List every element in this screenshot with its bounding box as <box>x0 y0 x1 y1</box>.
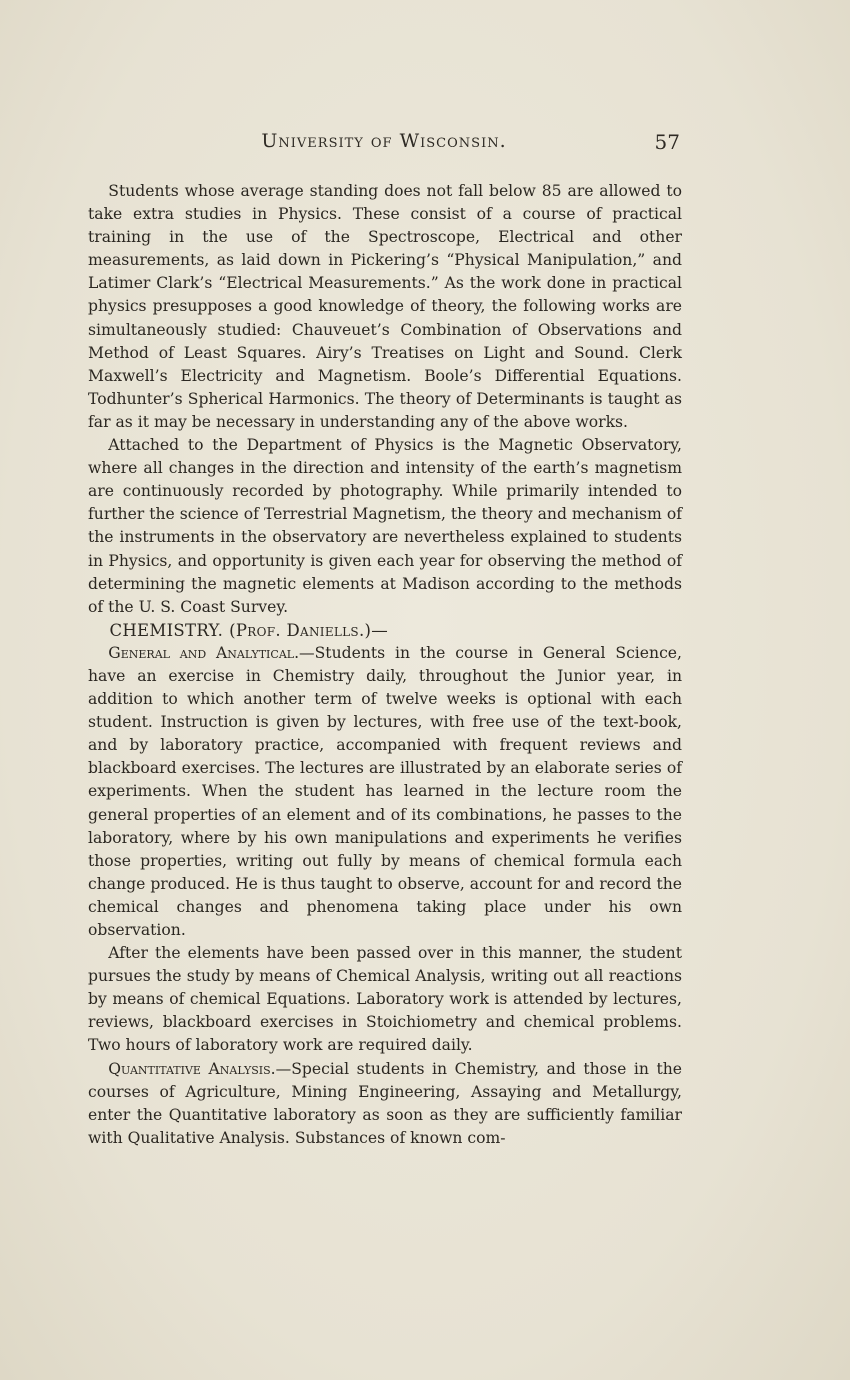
general-analytical-title: General and Analytical. <box>108 643 300 662</box>
paragraph-magnetic-observatory: Attached to the Department of Physics is the Magnetic Observatory, where all changes in the direction and intensity of the earth’s magnetism are continuously recorded by photography. While primarily intended to further the science of Terrestrial Magnetism, the theory and mechanism of the instruments in the observatory are nevertheless explained to students in Physics, and opportunity is given each year for observing the method of determining the magnetic elements at Madison according to the methods of the U. S. Coast Survey. <box>88 436 682 616</box>
paragraph-chemical-analysis: After the elements have been passed over in this manner, the student pursues the study by means of Chemical Analysis, writing out all reactions by means of chemical Equations. Laboratory work is attended by lectures, reviews, blackboard exercises in Stoichiometry and chemical problems. Two hours of laboratory work are required daily. <box>88 944 682 1055</box>
paragraph-general-analytical <box>88 642 682 942</box>
chemistry-heading: CHEMISTRY. <box>109 620 224 640</box>
general-analytical-text: —Students in the course in General Science, have an exercise in Chemistry daily, throughout the Junior year, in addition to which another term of twelve weeks is optional with each student. Instruction is given by lectures, with free use of the text-book, and by laboratory practice, accompanied with frequent reviews and blackboard exercises. The lectures are illustrated by an elaborate series of experiments. When the student has learned in the lecture room the general properties of an element and of its combinations, he passes to the laboratory, where by his own manipulations and experiments he verifies those properties, writing out fully by means of chemical formula each change produced. He is thus taught to observe, account for and record the chemical changes and phenomena taking place under his own observation. <box>88 643 682 939</box>
paragraph-quantitative-analysis <box>88 1058 682 1150</box>
page-body <box>88 180 682 1150</box>
quantitative-analysis-text: —Special students in Chemistry, and those in the courses of Agriculture, Mining Engineering, Assaying and Metallurgy, enter the Quantitative laboratory as soon as they are sufficiently familiar with Qualitative Analysis. Substances of known com- <box>88 1059 682 1147</box>
page-header <box>88 130 680 154</box>
chemistry-professor: (Prof. Daniells.)— <box>229 620 389 640</box>
page-number: 57 <box>654 130 680 154</box>
paragraph-physics-extra-studies: Students whose average standing does not fall below 85 are allowed to take extra studies in Physics. These consist of a course of practical training in the use of the Spectroscope, Electrical and other measurements, as laid down in Pickering’s “Physical Manipulation,” and Latimer Clark’s “Electrical Measurements.” As the work done in practical physics presupposes a good knowledge of theory, the following works are simultaneously studied: Chauveuet’s Combination of Observations and Method of Least Squares. Airy’s Treatises on Light and Sound. Clerk Maxwell’s Electricity and Magnetism. Boole’s Differential Equations. Todhunter’s Spherical Harmonics. The theory of Determinants is taught as far as it may be necessary in understanding any of the above works. <box>88 182 682 431</box>
chemistry-section-heading <box>88 619 682 642</box>
running-head: University of Wisconsin. <box>261 130 507 152</box>
quantitative-analysis-title: Quantitative Analysis. <box>108 1059 276 1078</box>
